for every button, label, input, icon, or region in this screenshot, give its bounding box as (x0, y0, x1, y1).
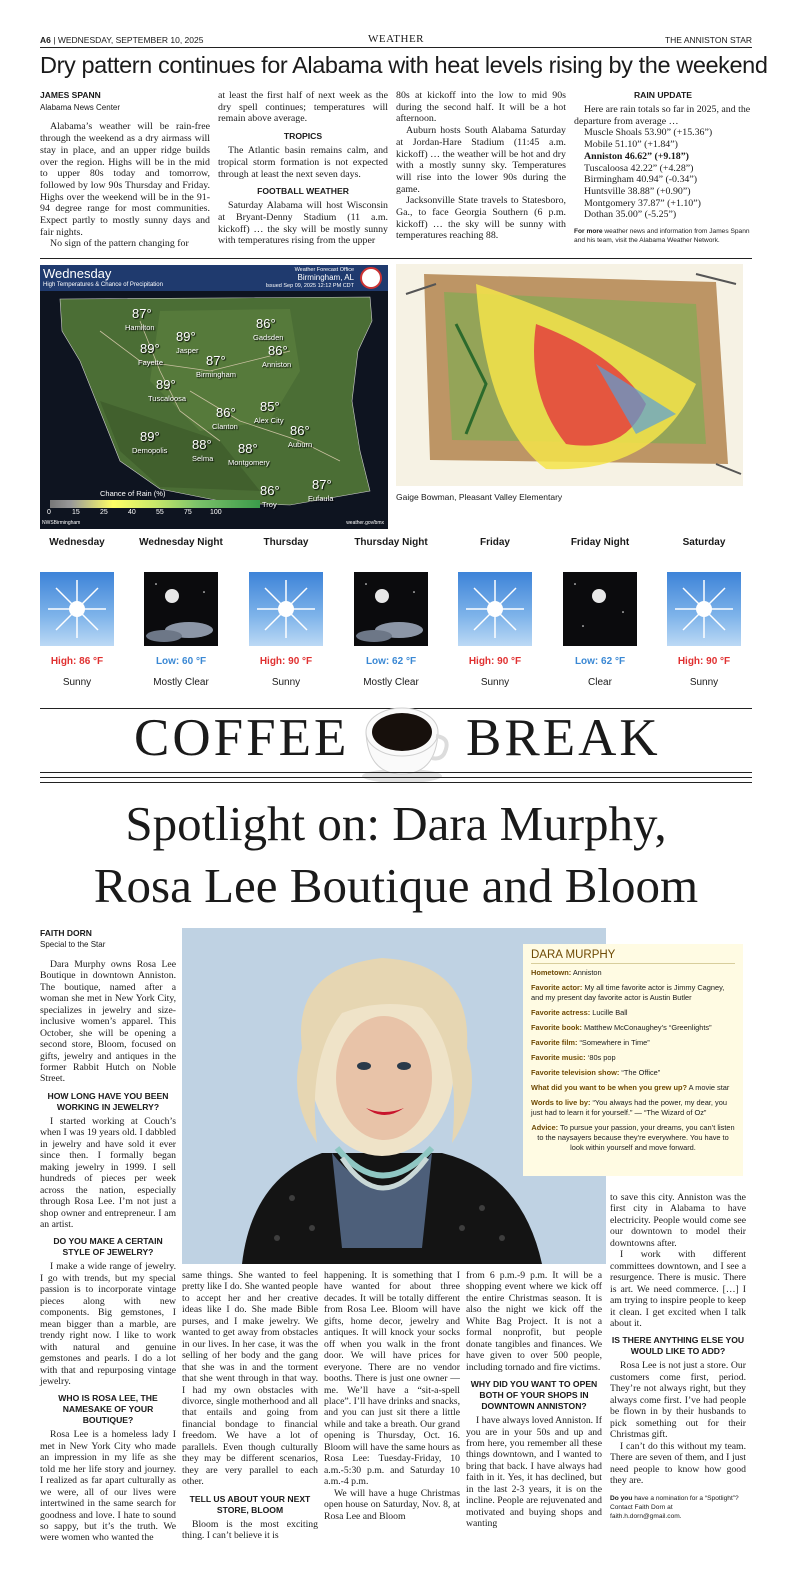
forecast-condition: Sunny (689, 677, 719, 688)
map-city: Demopolis (132, 446, 168, 455)
forecast-temp: High: 86 °F (50, 656, 104, 667)
map-temp: 89° (156, 377, 176, 392)
forecast-period (339, 534, 443, 688)
weather-paragraph: 80s at kickoff into the low to mid 90s during the second half. It will be a hot afternoon. (396, 90, 566, 125)
map-city: Eufaula (308, 494, 334, 503)
map-temp: 87° (312, 477, 332, 492)
answer-paragraph: We will have a huge Christmas open house on Saturday, Nov. 8, at Rosa Lee and Bloom (324, 1487, 460, 1522)
question-heading: TELL US ABOUT YOUR NEXT STORE, BLOOM (189, 1493, 311, 1515)
forecast-period (25, 534, 129, 688)
sun-icon (249, 572, 323, 646)
map-temp: 89° (176, 329, 196, 344)
section-name: WEATHER (367, 33, 425, 45)
tropics-paragraph: The Atlantic basin remains calm, and tropical storm formation is not expected through at least the next seven days. (218, 145, 388, 180)
forecast-temp: High: 90 °F (259, 656, 313, 667)
legend-label: Chance of Rain (%) (100, 489, 166, 498)
map-city: Auburn (288, 440, 313, 449)
map-temp: 86° (290, 423, 310, 438)
forecast-condition: Sunny (62, 677, 92, 688)
forecast-day: Wednesday Night (139, 537, 223, 548)
sun-icon (40, 572, 114, 646)
sun-icon (458, 572, 532, 646)
forecast-period (234, 534, 338, 688)
infobox-item: Favorite music: ‘80s pop (531, 1053, 616, 1062)
weather-byline-sub: Alabama News Center (40, 102, 121, 112)
forecast-condition: Clear (588, 677, 612, 688)
banner-rule (40, 777, 752, 778)
answer-paragraph: I have always loved Anniston. If you are in your 50s and up and from here, you remember all these things downtown, and I wanted to bring that back. I have always had faith in it. Yes, it has declined, but in the last 2-3 years, it is on the incline. People are rejuvenated and motivated and buying shops and wanting (466, 1415, 602, 1530)
answer-paragraph: Rosa Lee is not just a store. Our customers come first, period. They’re not always right, but they always come first. I’ve had people be flown in by their husbands to pick something out for their Christmas gift. (610, 1360, 746, 1441)
football-heading: FOOTBALL WEATHER (257, 186, 349, 197)
forecast-day: Thursday Night (354, 537, 428, 548)
forecast-period (129, 534, 233, 688)
spotlight-byline-sub: Special to the Star (40, 940, 106, 950)
rain-item-anniston: Anniston 46.62” (+9.18”) (584, 150, 689, 162)
weather-col-2 (218, 90, 388, 247)
legend-tick: 40 (128, 509, 136, 516)
infobox-item: Words to live by: “You always had the power, my dear, you just had to learn it for yourself.” — “The Wizard of Oz” (531, 1098, 727, 1117)
rain-item: Muscle Shoals 53.90” (+15.36”) (584, 127, 713, 139)
forecast-temp: Low: 62 °F (574, 656, 626, 667)
nomination-note: Do you have a nomination for a “Spotlight”? Contact Faith Dorn at faith.h.dorn@gmail.com. (610, 1495, 739, 1521)
legend-bar (50, 500, 260, 508)
spotlight-col-4 (466, 1270, 602, 1530)
answer-paragraph: Rosa Lee is a homeless lady I met in New York City who made an impression in my life as she told me her life story and journey. I realized as far apart culturally as we were, all of our lives were intertwined in the same search for goodness and love. I hate to sound so sappy, but it’s the truth. We were women who wanted the (40, 1429, 176, 1544)
forecast-condition: Sunny (271, 677, 301, 688)
question-heading: IS THERE ANYTHING ELSE YOU WOULD LIKE TO ADD? (611, 1335, 745, 1357)
weather-paragraph: at least the first half of next week as the dry spell continues; temperatures will remain above average. (218, 90, 388, 125)
forecast-temp: High: 90 °F (677, 656, 731, 667)
infobox-item: What did you want to be when you grew up? A movie star (531, 1083, 730, 1092)
page-folio (40, 34, 752, 48)
banner-rule (40, 782, 752, 783)
forecast-condition: Mostly Clear (153, 677, 209, 688)
weather-byline: JAMES SPANN (40, 90, 101, 100)
more-info-note: For more weather news and information from James Spann and his team, visit the Alabama Weather Network. (574, 228, 750, 245)
rain-item: Tuscaloosa 42.22” (+4.28”) (584, 162, 694, 174)
folio-left: A6 | WEDNESDAY, SEPTEMBER 10, 2025 (40, 35, 204, 45)
profile-infobox (523, 944, 743, 1176)
spotlight-col-2 (182, 1270, 318, 1542)
child-drawing (396, 264, 743, 486)
map-city: Troy (262, 500, 277, 509)
weather-headline: Dry pattern continues for Alabama with heat levels rising by the weekend (40, 52, 768, 78)
map-temp: 87° (206, 353, 226, 368)
infobox-title: DARA MURPHY (531, 950, 735, 964)
weather-paragraph: Alabama’s weather will be rain-free through the weekend as a dry airmass will stay in place, and an upper ridge builds over the region. Highs will be in the mid to upper 80s today and tomorrow, followed by low 90s Thursday and Friday. Highs over the weekend will be in the 91-94 degree range for most communities. Expect partly to mostly sunny days and fair nights. (40, 121, 210, 238)
rain-item: Dothan 35.00” (-5.25”) (584, 209, 677, 221)
map-city: Montgomery (228, 458, 270, 467)
question-heading: DO YOU MAKE A CERTAIN STYLE OF JEWELRY? (53, 1236, 163, 1258)
header-rule (40, 47, 752, 48)
map-city: Anniston (262, 360, 292, 369)
map-credit-right: weather.gov/bmx (346, 520, 384, 526)
map-office: Weather Forecast Office Birmingham, AL Issued Sep 09, 2025 12:12 PM CDT (265, 267, 354, 289)
forecast-period (652, 534, 756, 688)
drawing-art (396, 264, 743, 486)
forecast-period (548, 534, 652, 688)
weather-paragraph: Jacksonville State travels to Statesboro, Ga., to face Georgia Southern (6 p.m. kickoff) … the sky will be sunny with temperatures reaching 88. (396, 195, 566, 242)
weather-map (40, 265, 388, 529)
break-word: BREAK (466, 709, 661, 767)
paper-name: THE ANNISTON STAR (664, 35, 752, 45)
map-temp: 89° (140, 341, 160, 356)
forecast-period (443, 534, 547, 688)
infobox-item: Hometown: Anniston (531, 968, 602, 977)
rain-heading: RAIN UPDATE (633, 90, 693, 100)
section-rule (40, 258, 752, 259)
forecast-day: Friday Night (570, 537, 630, 548)
map-temp: 86° (268, 343, 288, 358)
infobox-item: Favorite actor: My all time favorite actor is Jimmy Cagney, and my present day favorite actor is Austin Butler (531, 983, 725, 1002)
forecast-temp: Low: 62 °F (365, 656, 417, 667)
rain-item: Montgomery 37.87” (+1.10”) (584, 197, 701, 209)
map-subtitle: High Temperatures & Chance of Precipitation (43, 282, 163, 288)
moon-icon (354, 572, 428, 646)
answer-paragraph: to save this city. Anniston was the first city in Alabama to have electricity. People would come see our downtown to model their downtowns after. (610, 1192, 746, 1249)
infobox-item: Favorite television show: “The Office” (531, 1068, 661, 1077)
spotlight-paragraph: Dara Murphy owns Rosa Lee Boutique in downtown Anniston. The boutique, named after a woman she met in New York City, specializes in jewelry and size-inclusive women’s apparel. This October, she will be opening a second store, Bloom, focused on gifts, jewelry and antiques in the former Rabbit Hutch on Noble Street. (40, 958, 176, 1085)
forecast-day: Friday (479, 537, 510, 548)
moon-icon (144, 572, 218, 646)
forecast-condition: Sunny (480, 677, 510, 688)
forecast-condition: Mostly Clear (363, 677, 419, 688)
answer-paragraph: same things. She wanted to feel pretty like I do. She wanted people to accept her and her creative ideas like I do. She made Bible purses, and I make jewelry. We wanted to get away from obstacles in our lives. In her case, it was the selling of her body and the gang that she was in and the torment that she went through in that way. I had my own obstacles with divorce, single motherhood and all that entails and going from financial bondage to financial freedom. We have a lot of parallels. Even though culturally they may be different scenarios, they are very parallel to each other. (182, 1270, 318, 1488)
map-city: Hamilton (125, 323, 155, 332)
legend-tick: 100 (210, 509, 222, 516)
map-city: Alex City (254, 416, 284, 425)
spotlight-title-line1: Spotlight on: Dara Murphy, (125, 796, 667, 851)
forecast-temp: High: 90 °F (468, 656, 522, 667)
map-temp: 88° (192, 437, 212, 452)
forecast-day: Thursday (263, 537, 309, 548)
rain-update (574, 90, 752, 245)
map-temp: 87° (132, 306, 152, 321)
nws-logo-icon (360, 267, 382, 289)
answer-paragraph: I work with different committees downtown, and I see a resurgence. There is music. There is art. We need commerce. […] I am trying to inspire people to keep it clean. I get excited when I talk about it. (610, 1249, 746, 1329)
answer-paragraph: Bloom is the most exciting thing. I can’t believe it is (182, 1518, 318, 1542)
map-terrain (40, 291, 388, 529)
sun-icon (667, 572, 741, 646)
football-paragraph: Saturday Alabama will host Wisconsin at Bryant-Denny Stadium (11 a.m. kickoff) … the sky will be mostly sunny with temperatures rising from the upper (218, 200, 388, 247)
legend-tick: 75 (184, 509, 192, 516)
answer-paragraph: from 6 p.m.-9 p.m. It will be a shopping event where we kick off the entire Christmas season. It is also the night we kick off the White Bag Project. It is not a formal nonprofit, but people donate tangibles and finances. We have given to over 500 people, including tornado and fire victims. (466, 1270, 602, 1373)
rain-item: Birmingham 40.94” (-0.34”) (584, 174, 697, 186)
banner-rule (40, 772, 752, 773)
answer-paragraph: I started working at Couch’s when I was 19 years old. I dabbled in jewelry and have sold it ever since then. I formally began making jewelry in 1999. I sell hundreds of pieces per week across the nation, especially through Rosa Lee. I’m not just a shop owner and entrepreneur. I am an artist. (40, 1115, 176, 1230)
spotlight-col-3 (324, 1270, 460, 1522)
legend-tick: 55 (156, 509, 164, 516)
map-city: Fayette (138, 358, 164, 367)
forecast-temp: Low: 60 °F (155, 656, 207, 667)
question-heading: WHO IS ROSA LEE, THE NAMESAKE OF YOUR BOUTIQUE? (58, 1393, 158, 1426)
map-credit-left: NWSBirmingham (42, 520, 81, 526)
answer-paragraph: happening. It is something that I have wanted for about three decades. It will be totally different from Rosa Lee. Bloom will have gifts, home decor, jewelry and antiques. It will knock your socks off when you walk in the front door. We will have prices for everyone. There are no vendor booths. There is just one owner — me. We’ll have a “sit-a-spell place”. I’ll have drinks and snacks, and you can just sit there a little while and take a breath. Our grand opening is Thursday, Oct. 16. Bloom will have the same hours as Rosa Lee: Tuesday-Friday, 10 a.m.-5:30 p.m. and Saturday 10 a.m.-4 p.m. (324, 1270, 460, 1488)
rain-list (584, 127, 752, 221)
spotlight-title-line2: Rosa Lee Boutique and Bloom (93, 858, 699, 913)
map-city: Gadsden (253, 333, 284, 342)
answer-paragraph: I can’t do this without my team. There are seven of them, and I just need people to know how good they are. (610, 1440, 746, 1486)
spotlight-col-1 (40, 928, 176, 1544)
rain-item: Huntsville 38.88” (+0.90”) (584, 185, 691, 197)
infobox-item: Favorite actress: Lucille Ball (531, 1008, 628, 1017)
legend-tick: 25 (100, 509, 108, 516)
answer-paragraph: I make a wide range of jewelry. I go with trends, but my special passion is to incorporate vintage pieces along with new components. Big gemstones, I mean bigger than a marble, are trendy right now. I like to work with natural and genuine gemstones and pearls. I do a lot with that and repurposing vintage jewelry. (40, 1261, 176, 1387)
rain-item: Mobile 51.10” (+1.84”) (584, 139, 678, 151)
map-temp: 88° (238, 441, 258, 456)
forecast-day: Wednesday (49, 537, 105, 548)
legend-tick: 0 (47, 509, 51, 516)
map-city: Clanton (212, 422, 238, 431)
infobox-item: Favorite book: Matthew McConaughey’s “Greenlights” (531, 1023, 712, 1032)
weather-paragraph: No sign of the pattern changing for (50, 238, 189, 250)
weather-col-1 (40, 90, 210, 250)
question-heading: HOW LONG HAVE YOU BEEN WORKING IN JEWELRY? (47, 1090, 169, 1112)
forecast-day: Saturday (682, 537, 726, 548)
map-city: Birmingham (196, 370, 237, 379)
map-title: Wednesday (43, 266, 112, 281)
weather-col-3 (396, 90, 566, 242)
map-temp: 85° (260, 399, 280, 414)
question-heading: WHY DID YOU WANT TO OPEN BOTH OF YOUR SHOPS IN DOWNTOWN ANNISTON? (470, 1379, 598, 1412)
map-temp: 86° (260, 483, 280, 498)
rain-intro: Here are rain totals so far in 2025, and the departure from average … (574, 104, 751, 127)
map-city: Jasper (176, 346, 199, 355)
map-temp: 86° (216, 405, 236, 420)
spotlight-col-5 (610, 1192, 746, 1521)
infobox-item: Favorite film: “Somewhere in Time” (531, 1038, 650, 1047)
map-temp: 86° (256, 316, 276, 331)
map-temp: 89° (140, 429, 160, 444)
tropics-heading: TROPICS (283, 131, 323, 142)
drawing-caption: Gaige Bowman, Pleasant Valley Elementary (396, 492, 563, 502)
legend-tick: 15 (72, 509, 80, 516)
moon-icon (563, 572, 637, 646)
infobox-item: Advice: To pursue your passion, your dreams, you can’t listen to the naysayers because they’re everywhere. You have to look within yourself and move forward. (531, 1123, 735, 1152)
spotlight-byline: FAITH DORN (40, 928, 92, 938)
map-city: Tuscaloosa (148, 394, 187, 403)
weather-paragraph: Auburn hosts South Alabama Saturday at Jordan-Hare Stadium (11:45 a.m. kickoff) … the weather will be hot and dry with a mostly sunny sky. Temperatures will rise into the lower 90s during the game. (396, 125, 566, 195)
map-city: Selma (192, 454, 214, 463)
coffee-word: COFFEE (134, 709, 350, 767)
